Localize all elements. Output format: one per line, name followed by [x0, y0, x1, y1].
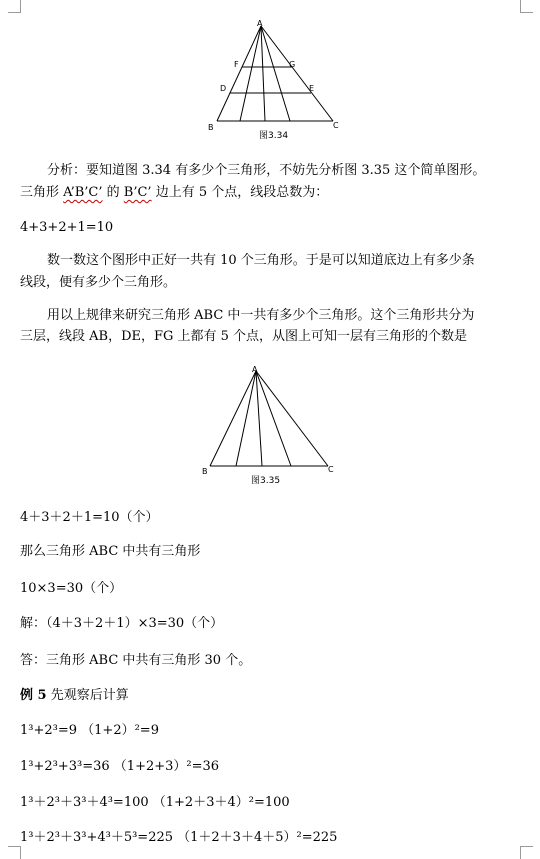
solution-step-1: 4＋3＋2＋1=10（个） — [20, 510, 159, 525]
rule-line-1: 用以上规律来研究三角形 ABC 中一共有多少个三角形。这个三角形共分为 — [47, 308, 475, 323]
analysis-line-2 — [0, 182, 540, 204]
point-label-B: B — [208, 123, 214, 132]
analysis-text: 边上有 5 个点，线段总数为： — [155, 185, 329, 200]
point-label-F: F — [234, 60, 239, 69]
triangle-name-apb: A’B’C’ — [63, 185, 103, 200]
analysis-text: 三角形 — [20, 185, 64, 200]
point-label-B: B — [202, 467, 208, 476]
point-label-G: G — [289, 60, 296, 69]
analysis-formula: 4+3+2+1=10 — [20, 220, 114, 235]
example-equation-1: 1³+2³=9 （1+2）²=9 — [20, 723, 159, 738]
solution-step-3: 10×3=30（个） — [20, 581, 123, 596]
segment-name-bc: B’C’ — [123, 185, 152, 200]
example-title: 先观察后计算 — [50, 688, 129, 703]
figure-caption: 图3.34 — [259, 131, 289, 141]
solution-step-2: 那么三角形 ABC 中共有三角形 — [20, 544, 201, 559]
example-5-heading — [0, 685, 540, 707]
crop-mark-top-left — [8, 0, 21, 13]
point-label-C: C — [328, 465, 334, 474]
example-equation-3: 1³＋2³＋3³＋4³=100 （1+2＋3＋4）²=100 — [20, 795, 290, 810]
answer-line: 答：三角形 ABC 中共有三角形 30 个。 — [20, 653, 252, 668]
rule-line-2: 三层，线段 AB，DE，FG 上都有 5 个点，从图上可知一层有三角形的个数是 — [20, 329, 468, 344]
figure-3-35 — [196, 362, 346, 490]
point-label-A: A — [257, 19, 263, 28]
figure-3-34 — [200, 18, 345, 142]
example-number: 例 5 — [20, 688, 47, 703]
point-label-E: E — [309, 84, 315, 93]
point-label-C: C — [333, 121, 339, 130]
example-equation-4: 1³＋2³＋3³+4³＋5³=225 （1＋2＋3＋4＋5）²=225 — [20, 830, 338, 845]
crop-mark-top-right — [520, 0, 533, 13]
count-line-1: 数一数这个图形中正好一共有 10 个三角形。于是可以知道底边上有多少条 — [47, 253, 475, 268]
figure-caption: 图3.35 — [251, 476, 281, 486]
analysis-line-1: 分析：要知道图 3.34 有多少个三角形，不妨先分析图 3.35 这个简单图形。 — [47, 163, 486, 178]
example-equation-2: 1³+2³+3³=36 （1+2+3）²=36 — [20, 759, 220, 774]
point-label-D: D — [220, 84, 227, 93]
solution-step-4: 解：（4＋3＋2＋1）×3=30（个） — [20, 616, 224, 631]
count-line-2: 线段，便有多少个三角形。 — [20, 275, 177, 290]
point-label-A: A — [252, 365, 258, 374]
analysis-text: 的 — [106, 185, 124, 200]
